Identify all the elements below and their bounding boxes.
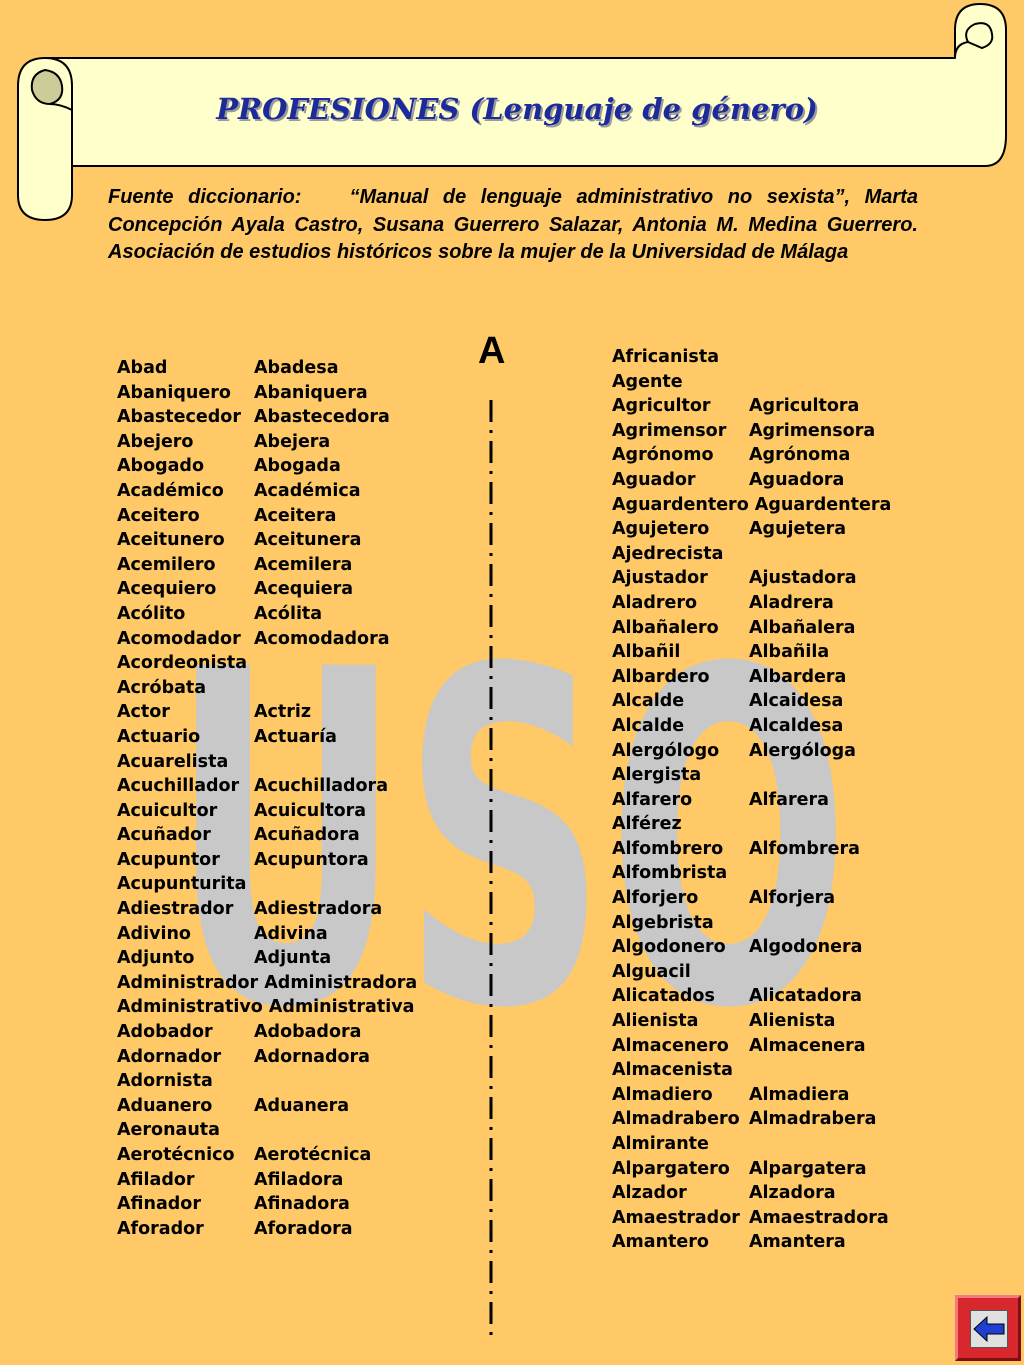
masculine-form: Académico — [117, 480, 224, 501]
masculine-form: Agrónomo — [612, 445, 714, 466]
masculine-form: Almirante — [612, 1134, 709, 1154]
feminine-form: Adornadora — [254, 1046, 370, 1067]
feminine-form: Agricultora — [749, 396, 860, 417]
masculine-form: Alférez — [612, 814, 682, 835]
masculine-form: Alforjero — [612, 888, 699, 909]
masculine-form: Acupunturita — [117, 874, 247, 895]
feminine-form: Amantera — [749, 1232, 846, 1253]
feminine-form: Actuaría — [254, 726, 337, 747]
column-divider — [484, 400, 498, 1340]
masculine-form: Algebrista — [612, 912, 714, 933]
source-text: “Manual de lenguaje administrativo no sexista”, Marta Concepción Ayala Castro, Susana Guerrero Salazar, Antonia M. Medina Guerrero. Asociación de estudios históricos sobre la mujer de la Universidad de Málaga — [108, 186, 918, 263]
masculine-form: Alguacil — [612, 961, 691, 982]
feminine-form: Agrónoma — [749, 445, 851, 466]
masculine-form: Acupuntor — [117, 849, 220, 870]
masculine-form: Afilador — [117, 1169, 195, 1190]
masculine-form: Acólito — [117, 603, 186, 624]
masculine-form: Acemilero — [117, 554, 216, 575]
feminine-form: Albardera — [749, 666, 847, 687]
masculine-form: Acomodador — [117, 628, 241, 649]
masculine-form: Almadrabero — [612, 1109, 740, 1130]
masculine-form: Ajedrecista — [612, 543, 724, 564]
feminine-form: Abadesa — [254, 358, 339, 378]
feminine-form: Almacenera — [749, 1035, 866, 1056]
feminine-form: Actriz — [254, 702, 312, 723]
feminine-form: Acuicultora — [254, 800, 367, 821]
masculine-form: Agricultor — [612, 396, 711, 417]
masculine-form: Almadiero — [612, 1084, 713, 1105]
source-citation — [108, 184, 918, 267]
feminine-form: Abaniquera — [254, 382, 368, 403]
back-button[interactable] — [955, 1295, 1021, 1361]
masculine-form: Abaniquero — [117, 382, 231, 403]
masculine-form: Abastecedor — [117, 407, 241, 428]
masculine-form: Alpargatero — [612, 1158, 730, 1179]
masculine-form: Administrador Administradora — [117, 972, 418, 993]
feminine-form: Alfombrera — [749, 838, 860, 859]
feminine-form: Alfarera — [749, 789, 829, 810]
masculine-form: Alcalde — [612, 691, 685, 712]
feminine-form: Acuchilladora — [254, 776, 389, 797]
feminine-form: Aduanera — [254, 1095, 350, 1116]
masculine-form: Adobador — [117, 1022, 213, 1043]
masculine-form: Actor — [117, 702, 170, 723]
masculine-form: Abad — [117, 358, 168, 378]
masculine-form: Alicatados — [612, 986, 715, 1007]
masculine-form: Adiestrador — [117, 899, 234, 920]
masculine-form: Adivino — [117, 923, 191, 944]
masculine-form: Aladrero — [612, 592, 698, 613]
feminine-form: Agujetera — [749, 519, 847, 540]
feminine-form: Aceitera — [254, 505, 337, 526]
masculine-form: Aceitero — [117, 505, 200, 526]
masculine-form: Administrativo Administrativa — [117, 997, 415, 1018]
feminine-form: Acólita — [254, 603, 323, 624]
masculine-form: Aforador — [117, 1218, 204, 1239]
feminine-form: Adivina — [254, 923, 328, 944]
masculine-form: Almacenista — [612, 1060, 733, 1081]
feminine-form: Algodonera — [749, 937, 863, 958]
masculine-form: Actuario — [117, 726, 201, 747]
masculine-form: Africanista — [612, 347, 720, 367]
feminine-form: Acemilera — [254, 554, 353, 575]
feminine-form: Adobadora — [254, 1022, 362, 1043]
feminine-form: Abogada — [254, 456, 341, 477]
masculine-form: Alfombrero — [612, 838, 724, 859]
masculine-form: Acuchillador — [117, 776, 240, 797]
masculine-form: Aerotécnico — [117, 1145, 235, 1165]
source-label: Fuente diccionario: — [108, 186, 302, 208]
masculine-form: Albañalero — [612, 617, 719, 638]
masculine-form: Ajustador — [612, 568, 708, 589]
feminine-form: Alicatadora — [749, 986, 862, 1007]
feminine-form: Afinadora — [254, 1194, 350, 1215]
feminine-form: Adiestradora — [254, 899, 383, 920]
feminine-form: Albañila — [749, 642, 830, 663]
masculine-form: Acordeonista — [117, 653, 248, 674]
uso-watermark-text: USO — [170, 600, 850, 1020]
feminine-form: Alergóloga — [749, 740, 856, 761]
feminine-form: Aguadora — [749, 469, 845, 490]
masculine-form: Acróbata — [117, 677, 207, 698]
masculine-form: Afinador — [117, 1194, 201, 1215]
feminine-form: Acuñadora — [254, 825, 360, 846]
masculine-form: Alfombrista — [612, 863, 728, 884]
feminine-form: Alforjera — [749, 888, 836, 909]
masculine-form: Almacenero — [612, 1035, 729, 1056]
masculine-form: Albardero — [612, 666, 710, 687]
feminine-form: Abastecedora — [254, 407, 390, 428]
masculine-form: Amaestrador — [612, 1207, 740, 1228]
feminine-form: Alcaldesa — [749, 715, 844, 736]
masculine-form: Alzador — [612, 1183, 687, 1204]
feminine-form: Abejera — [254, 431, 331, 452]
feminine-form: Alcaidesa — [749, 691, 844, 712]
section-letter: A — [478, 330, 506, 372]
masculine-form: Agente — [612, 371, 683, 392]
feminine-form: Afiladora — [254, 1169, 344, 1190]
feminine-form: Almadrabera — [749, 1109, 877, 1130]
feminine-form: Albañalera — [749, 617, 856, 638]
feminine-form: Alpargatera — [749, 1158, 867, 1179]
masculine-form: Adornista — [117, 1071, 213, 1092]
masculine-form: Acequiero — [117, 579, 217, 600]
masculine-form: Aguador — [612, 469, 696, 490]
masculine-form: Acuñador — [117, 825, 211, 846]
masculine-form: Aceitunero — [117, 530, 225, 551]
feminine-form: Aforadora — [254, 1218, 353, 1239]
masculine-form: Aduanero — [117, 1095, 213, 1116]
feminine-form: Alienista — [749, 1011, 836, 1032]
masculine-form: Agujetero — [612, 519, 710, 540]
left-arrow-icon — [971, 1311, 1007, 1347]
masculine-form: Adornador — [117, 1046, 222, 1067]
feminine-form: Acomodadora — [254, 628, 390, 649]
masculine-form: Abogado — [117, 456, 204, 477]
feminine-form: Aerotécnica — [254, 1145, 372, 1165]
feminine-form: Acupuntora — [254, 849, 369, 870]
masculine-form: Alergista — [612, 765, 702, 786]
masculine-form: Acuarelista — [117, 751, 229, 772]
masculine-form: Albañil — [612, 642, 681, 663]
masculine-form: Amantero — [612, 1232, 709, 1253]
feminine-form: Aceitunera — [254, 530, 362, 551]
back-button-face — [970, 1310, 1008, 1348]
masculine-form: Aeronauta — [117, 1120, 220, 1141]
feminine-form: Ajustadora — [749, 568, 857, 589]
masculine-form: Alienista — [612, 1011, 699, 1032]
masculine-form: Algodonero — [612, 937, 726, 958]
masculine-form: Alergólogo — [612, 740, 720, 761]
masculine-form: Alcalde — [612, 715, 685, 736]
masculine-form: Aguardentero Aguardentera — [612, 494, 892, 515]
masculine-form: Alfarero — [612, 789, 693, 810]
feminine-form: Alzadora — [749, 1183, 836, 1204]
feminine-form: Amaestradora — [749, 1207, 889, 1228]
feminine-form: Agrimensora — [749, 420, 876, 441]
feminine-form: Aladrera — [749, 592, 834, 613]
masculine-form: Abejero — [117, 431, 194, 452]
masculine-form: Adjunto — [117, 948, 195, 969]
masculine-form: Agrimensor — [612, 420, 727, 441]
feminine-form: Adjunta — [254, 948, 332, 969]
feminine-form: Almadiera — [749, 1084, 850, 1105]
page-title: PROFESIONES (Lenguaje de género) — [216, 92, 818, 126]
masculine-form: Acuicultor — [117, 800, 218, 821]
feminine-form: Académica — [254, 480, 361, 501]
feminine-form: Acequiera — [254, 579, 354, 600]
